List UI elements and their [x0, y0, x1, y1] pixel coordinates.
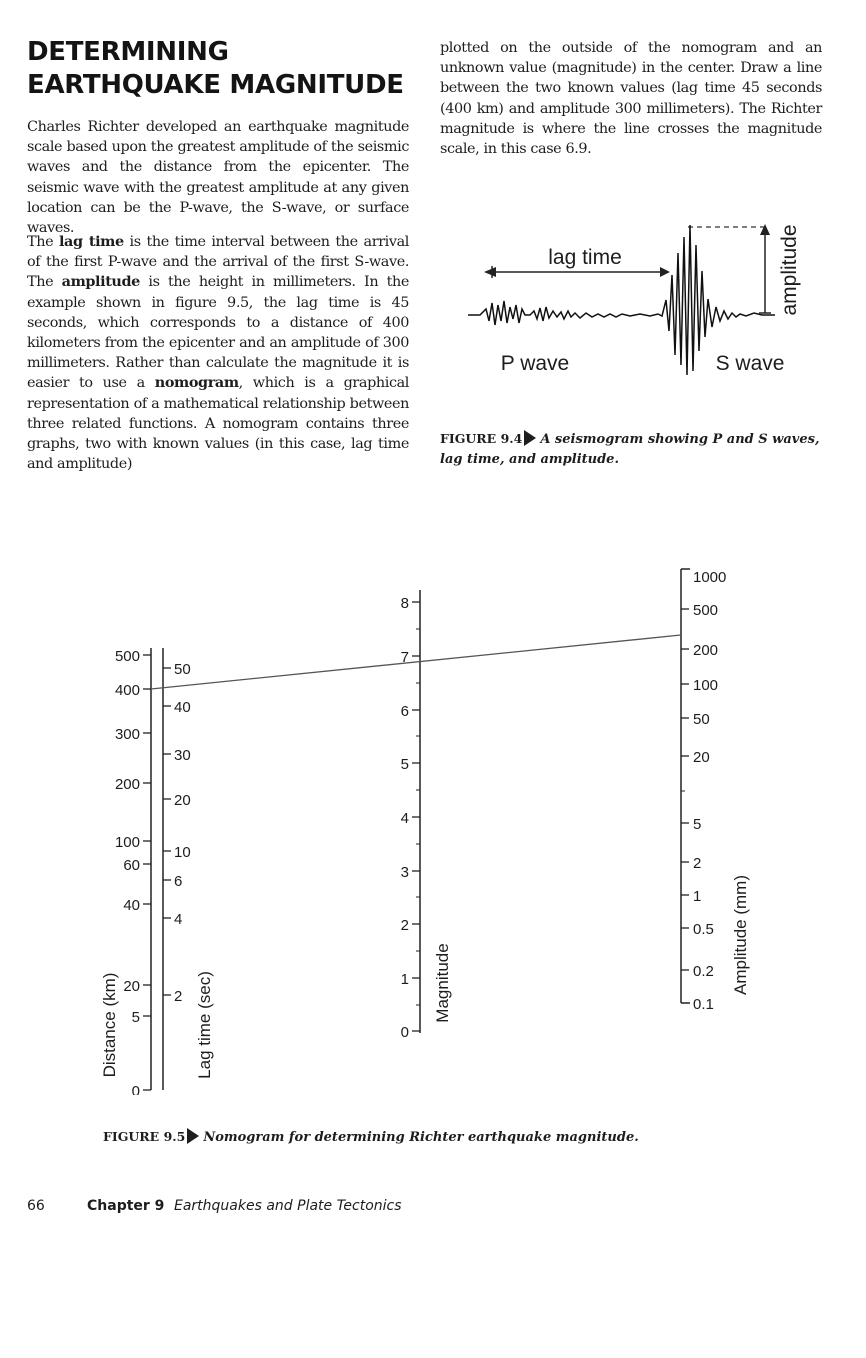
term-amplitude: amplitude	[61, 273, 140, 291]
nomogram-figure	[0, 555, 866, 1095]
amplitude-tick-label: 50	[693, 711, 710, 728]
lag-tick-label: 50	[174, 661, 191, 678]
lag-tick-label: 10	[174, 844, 191, 861]
caption-arrow-icon	[187, 1128, 199, 1144]
lag-time-paragraph	[27, 232, 409, 474]
amplitude-tick-label: 500	[693, 602, 719, 619]
amplitude-tick-label: 5	[693, 816, 702, 833]
magnitude-tick-label: 3	[400, 864, 409, 881]
lag-time-axis-title: Lag time (sec)	[195, 971, 214, 1079]
amplitude-tick-label: 1	[693, 888, 702, 905]
lag-tick-label: 20	[174, 792, 191, 809]
amplitude-tick-label: 1000	[693, 569, 727, 586]
term-nomogram: nomogram	[154, 374, 239, 392]
page-footer	[27, 1198, 527, 1220]
figure-9-4-caption-text: A seismogram showing P and S waves, lag time, and amplitude.	[440, 432, 820, 467]
magnitude-tick-label: 6	[400, 703, 409, 720]
caption-arrow-icon	[524, 430, 536, 446]
magnitude-tick-label: 5	[400, 756, 409, 773]
chapter-label: Chapter 9	[87, 1198, 165, 1214]
lag-tick-label: 2	[174, 988, 183, 1005]
amplitude-label: amplitude	[778, 224, 801, 316]
figure-9-5-label: FIGURE 9.5	[103, 1129, 186, 1144]
distance-tick-label: 20	[123, 978, 140, 995]
amplitude-arrow-head	[760, 224, 770, 235]
magnitude-tick-label: 4	[400, 810, 409, 827]
magnitude-axis-title: Magnitude	[433, 943, 452, 1023]
p-wave-label: P wave	[500, 352, 570, 375]
amplitude-tick-label: 2	[693, 855, 702, 872]
lag-tick-label: 6	[174, 873, 183, 890]
amplitude-axis-title: Amplitude (mm)	[731, 875, 750, 995]
distance-tick-label: 500	[114, 648, 140, 665]
para-text: is the height in millimeters. In the example shown in figure 9.5, the lag time is 45 seconds, which corresponds to a distance of 400 kilometers from the epicenter and an amplitude of 300 millimeters. Rather than calculate the magnitude it is easier to use a	[27, 274, 409, 392]
lag-tick-label: 40	[174, 699, 191, 716]
amplitude-tick-label: 0.5	[693, 921, 714, 938]
amplitude-scale	[681, 569, 726, 1013]
seismogram-figure	[440, 215, 840, 385]
figure-9-5-caption	[103, 1127, 723, 1148]
distance-tick-label: 0	[131, 1083, 140, 1095]
amplitude-tick-label: 0.1	[693, 996, 714, 1013]
amplitude-tick-label: 100	[693, 677, 719, 694]
distance-tick-label: 200	[114, 776, 140, 793]
distance-scale	[115, 648, 151, 1095]
amplitude-tick-label: 0.2	[693, 963, 714, 980]
section-heading: DETERMINING EARTHQUAKE MAGNITUDE	[27, 37, 404, 100]
s-wave-label: S wave	[715, 352, 785, 375]
magnitude-tick-label: 2	[400, 917, 409, 934]
distance-tick-label: 40	[123, 897, 140, 914]
para-text: The	[27, 234, 59, 250]
para-text: is the time interval between the arrival of the first P-wave and the arrival of the first S-wave. The	[27, 234, 409, 291]
lag-arrow-left-head	[484, 267, 496, 277]
intro-paragraph: Charles Richter developed an earthquake magnitude scale based upon the greatest amplitude of the seismic waves and the distance from the epicenter. The seismic wave with the greatest amplitude at any given location can be the P-wave, the S-wave, or surface waves.	[27, 119, 409, 237]
lag-time-label: lag time	[548, 246, 622, 269]
page-number: 66	[27, 1198, 45, 1214]
distance-tick-label: 100	[114, 834, 140, 851]
lag-arrow-right-head	[660, 267, 670, 277]
example-line	[151, 635, 681, 689]
nomogram-paragraph: plotted on the outside of the nomogram and an unknown value (magnitude) in the center. Draw a line between the two known values (lag time 45 seconds (400 km) and amplitude 300 millimeters). The Richter magnitude is where the line crosses the magnitude scale, in this case 6.9.	[440, 40, 822, 158]
distance-tick-label: 400	[114, 682, 140, 699]
distance-tick-label: 60	[123, 857, 140, 874]
amplitude-tick-label: 20	[693, 749, 710, 766]
distance-axis-title: Distance (km)	[100, 972, 119, 1078]
magnitude-tick-label: 8	[400, 595, 409, 612]
distance-tick-label: 300	[114, 726, 140, 743]
magnitude-tick-label: 0	[400, 1024, 409, 1041]
figure-9-4-caption	[440, 429, 830, 470]
figure-9-5-caption-text: Nomogram for determining Richter earthquake magnitude.	[203, 1130, 639, 1145]
magnitude-tick-label: 7	[400, 649, 409, 666]
magnitude-tick-label: 1	[400, 971, 409, 988]
lag-tick-label: 4	[174, 911, 183, 928]
term-lag-time: lag time	[58, 233, 124, 250]
figure-9-4-label: FIGURE 9.4	[440, 431, 523, 446]
chapter-title: Earthquakes and Plate Tectonics	[174, 1198, 402, 1214]
lag-tick-label: 30	[174, 747, 191, 764]
lag-time-scale	[163, 661, 191, 1005]
amplitude-tick-label: 200	[693, 642, 719, 659]
distance-tick-label: 5	[131, 1009, 140, 1026]
para-text: , which is a graphical representation of a mathematical relationship between three related functions. A nomogram contains three graphs, two with known values (in this case, lag time and amplitude)	[27, 375, 409, 473]
